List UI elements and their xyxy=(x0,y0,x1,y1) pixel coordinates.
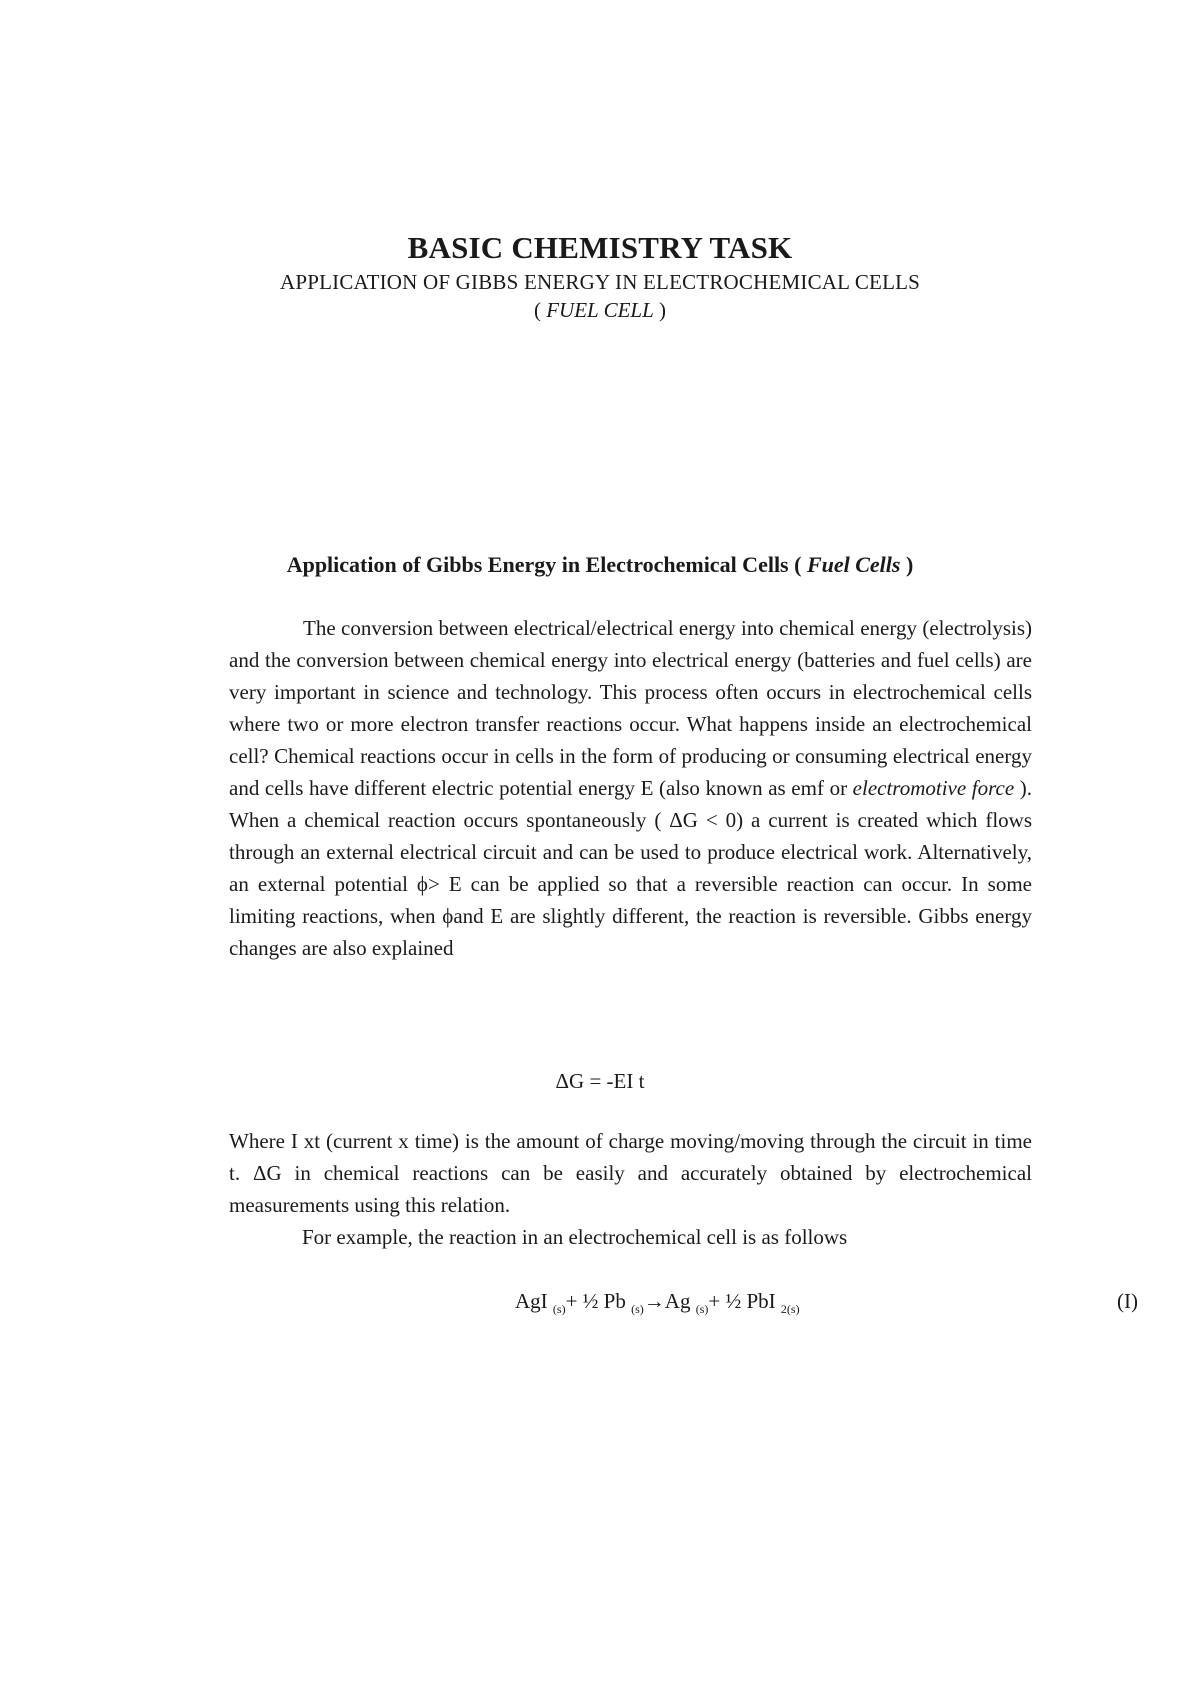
reaction-number: (I) xyxy=(1117,1289,1138,1313)
paragraph-intro-part1: The conversion between electrical/electrical energy into chemical energy (electrolysis) and the conversion between chemical energy into electrical energy (batteries and fuel cells) are very important in science and technology. This process often occurs in electrochemical cells where two or more electron transfer reactions occur. What happens inside an electrochemical cell? Chemical reactions occur in cells in the form of producing or consuming electrical energy and cells have different electric potential energy E (also known as emf or xyxy=(229,616,1032,800)
paren-open: ( xyxy=(533,298,547,322)
reaction-equation xyxy=(515,1286,800,1324)
paren-close: ) xyxy=(653,298,667,322)
reaction-agi: AgI xyxy=(515,1289,553,1313)
section-heading-text: Application of Gibbs Energy in Electrochemical Cells ( xyxy=(286,552,807,577)
paragraph-example: For example, the reaction in an electrochemical cell is as follows xyxy=(302,1225,848,1249)
document-subtitle-paren xyxy=(0,296,1200,324)
paragraph-intro-italic: electromotive force xyxy=(852,776,1015,800)
section-heading-close: ) xyxy=(900,552,914,577)
document-title: BASIC CHEMISTRY TASK xyxy=(407,230,793,265)
gibbs-equation: ΔG = -EI t xyxy=(555,1069,645,1093)
section-heading xyxy=(0,550,1200,580)
paragraph-intro-part2: ). When a chemical reaction occurs spontaneously ( ΔG < 0) a current is created which flows through an external electrical circuit and can be used to produce electrical work. Alternatively, an external potential ϕ> E can be applied so that a reversible reaction can occur. In some limiting reactions, when ϕand E are slightly different, the reaction is reversible. Gibbs energy changes are also explained xyxy=(229,776,1033,960)
document-subtitle: APPLICATION OF GIBBS ENERGY IN ELECTROCHEMICAL CELLS xyxy=(279,270,921,294)
paragraph-where: Where I xt (current x time) is the amount of charge moving/moving through the circuit in time t. ΔG in chemical reactions can be easily and accurately obtained by electrochemical measurements using this relation. xyxy=(229,1129,1032,1217)
fuel-cell-label: FUEL CELL xyxy=(546,298,654,322)
paragraph-intro xyxy=(229,612,1032,964)
reaction-agi-state: (s) xyxy=(552,1302,566,1317)
reaction-pbi: + ½ PbI xyxy=(708,1289,781,1313)
reaction-pb-state: (s) xyxy=(631,1302,644,1317)
reaction-ag-state: (s) xyxy=(695,1302,709,1317)
section-heading-italic: Fuel Cells xyxy=(806,552,901,577)
title-block xyxy=(0,228,1200,324)
reaction-pb: + ½ Pb xyxy=(565,1289,632,1313)
reaction-pbi-state: 2(s) xyxy=(780,1302,800,1317)
reaction-ag: →Ag xyxy=(643,1289,696,1313)
